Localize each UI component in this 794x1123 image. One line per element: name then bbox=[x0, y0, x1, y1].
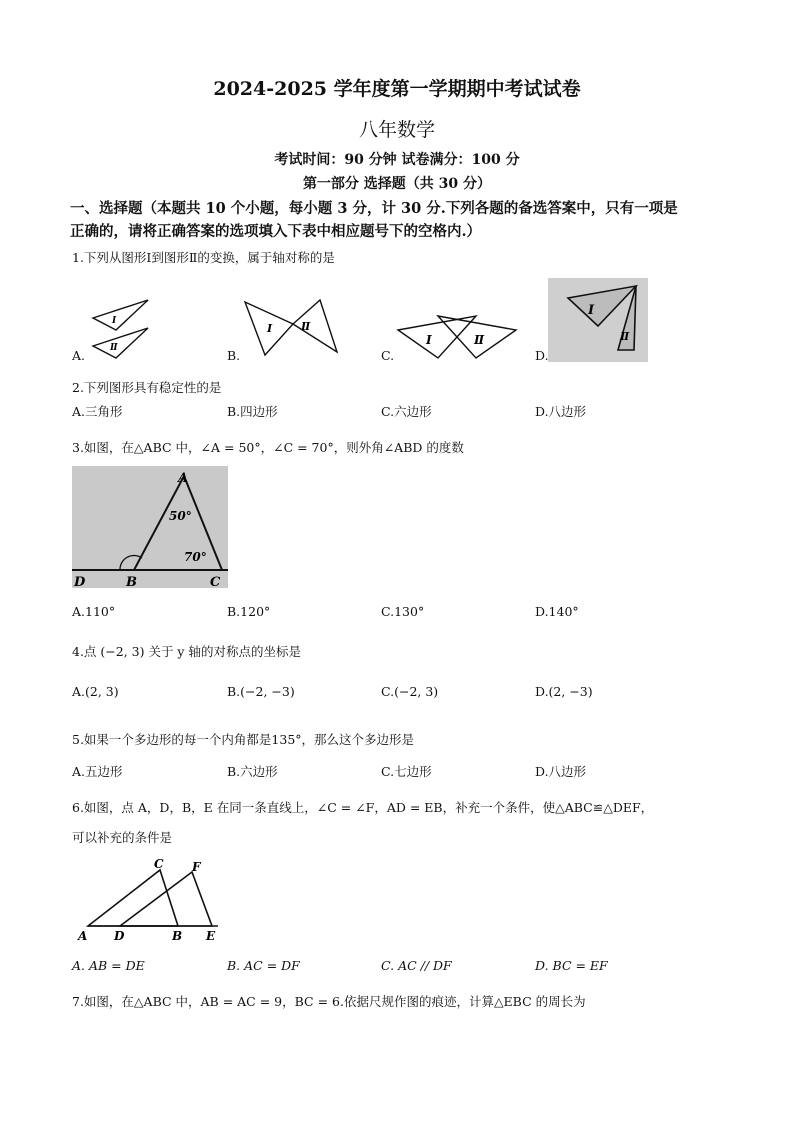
q5-option-c: C.七边形 bbox=[381, 764, 432, 779]
q1-label-d: D. bbox=[535, 348, 549, 363]
q6-option-b: B. AC = DF bbox=[227, 958, 300, 973]
q3-option-a: A.110° bbox=[72, 604, 116, 619]
q7-stem: 7.如图，在△ABC 中，AB = AC = 9，BC = 6.依据尺规作图的痕迹，计算△EBC 的周长为 bbox=[72, 994, 586, 1009]
q2-option-a: A.三角形 bbox=[72, 404, 123, 419]
q6-point-f: F bbox=[192, 860, 201, 874]
q3-vertex-d: D bbox=[74, 575, 86, 590]
q4-option-a: A.(2, 3) bbox=[72, 684, 119, 699]
q3-option-d: D.140° bbox=[535, 604, 579, 619]
section-heading-line2: 正确的，请将正确答案的选项填入下表中相应题号下的空格内.） bbox=[70, 223, 482, 240]
q3-vertex-a: A bbox=[178, 471, 189, 486]
q6-point-b: B bbox=[172, 929, 183, 943]
q5-option-d: D.八边形 bbox=[535, 764, 587, 779]
q6-stem-line2: 可以补充的条件是 bbox=[72, 830, 173, 845]
q6-point-d: D bbox=[114, 929, 125, 943]
q4-stem: 4.点 (−2, 3) 关于 y 轴的对称点的坐标是 bbox=[72, 644, 301, 659]
q5-option-b: B.六边形 bbox=[227, 764, 278, 779]
q4-option-c: C.(−2, 3) bbox=[381, 684, 439, 699]
exam-info: 考试时间：90 分钟 试卷满分：100 分 bbox=[274, 152, 520, 168]
q1b-mark-1: Ⅰ bbox=[267, 322, 273, 335]
q3-option-b: B.120° bbox=[227, 604, 271, 619]
q3-option-c: C.130° bbox=[381, 604, 425, 619]
q2-option-b: B.四边形 bbox=[227, 404, 278, 419]
q3-angle-c: 70° bbox=[184, 550, 207, 564]
q6-point-e: E bbox=[206, 929, 216, 943]
q3-vertex-c: C bbox=[210, 575, 221, 590]
q1-label-b: B. bbox=[227, 348, 241, 363]
q3-angle-a: 50° bbox=[169, 509, 192, 523]
q4-option-d: D.(2, −3) bbox=[535, 684, 593, 699]
q5-option-a: A.五边形 bbox=[72, 764, 123, 779]
subject-title: 八年数学 bbox=[358, 119, 435, 141]
q1d-mark-2: Ⅱ bbox=[620, 330, 630, 343]
q6-option-c: C. AC // DF bbox=[381, 958, 452, 973]
q5-stem: 5.如果一个多边形的每一个内角都是135°，那么这个多边形是 bbox=[72, 732, 415, 747]
q4-option-b: B.(−2, −3) bbox=[227, 684, 295, 699]
q2-stem: 2.下列图形具有稳定性的是 bbox=[72, 380, 222, 395]
q6-point-c: C bbox=[154, 857, 164, 871]
q1b-mark-2: Ⅱ bbox=[301, 320, 311, 333]
q6-option-d: D. BC = EF bbox=[535, 958, 608, 973]
q1-label-a: A. bbox=[72, 348, 86, 363]
exam-title: 2024-2025 学年度第一学期期中考试试卷 bbox=[213, 78, 581, 100]
q1c-mark-1: Ⅰ bbox=[426, 333, 432, 347]
q2-option-d: D.八边形 bbox=[535, 404, 587, 419]
q6-option-a: A. AB = DE bbox=[72, 958, 145, 973]
part-heading: 第一部分 选择题（共 30 分） bbox=[302, 176, 492, 192]
q1d-mark-1: Ⅰ bbox=[588, 303, 595, 318]
q1-stem: 1.下列从图形Ⅰ到图形Ⅱ的变换，属于轴对称的是 bbox=[72, 250, 335, 265]
q6-stem-line1: 6.如图，点 A，D，B，E 在同一条直线上，∠C = ∠F，AD = EB，补充一个条件，使△ABC≌△DEF， bbox=[72, 800, 654, 815]
q6-point-a: A bbox=[78, 929, 88, 943]
q1c-mark-2: Ⅱ bbox=[474, 333, 485, 347]
q1a-mark-1: Ⅰ bbox=[112, 316, 117, 326]
q1a-mark-2: Ⅱ bbox=[110, 343, 118, 353]
q3-vertex-b: B bbox=[126, 575, 137, 590]
q3-stem: 3.如图，在△ABC 中，∠A = 50°，∠C = 70°，则外角∠ABD 的度数 bbox=[72, 440, 464, 455]
q1-label-c: C. bbox=[381, 348, 395, 363]
section-heading-line1: 一、选择题（本题共 10 个小题，每小题 3 分，计 30 分.下列各题的备选答案中，只有一项是 bbox=[70, 200, 678, 217]
q2-option-c: C.六边形 bbox=[381, 404, 432, 419]
